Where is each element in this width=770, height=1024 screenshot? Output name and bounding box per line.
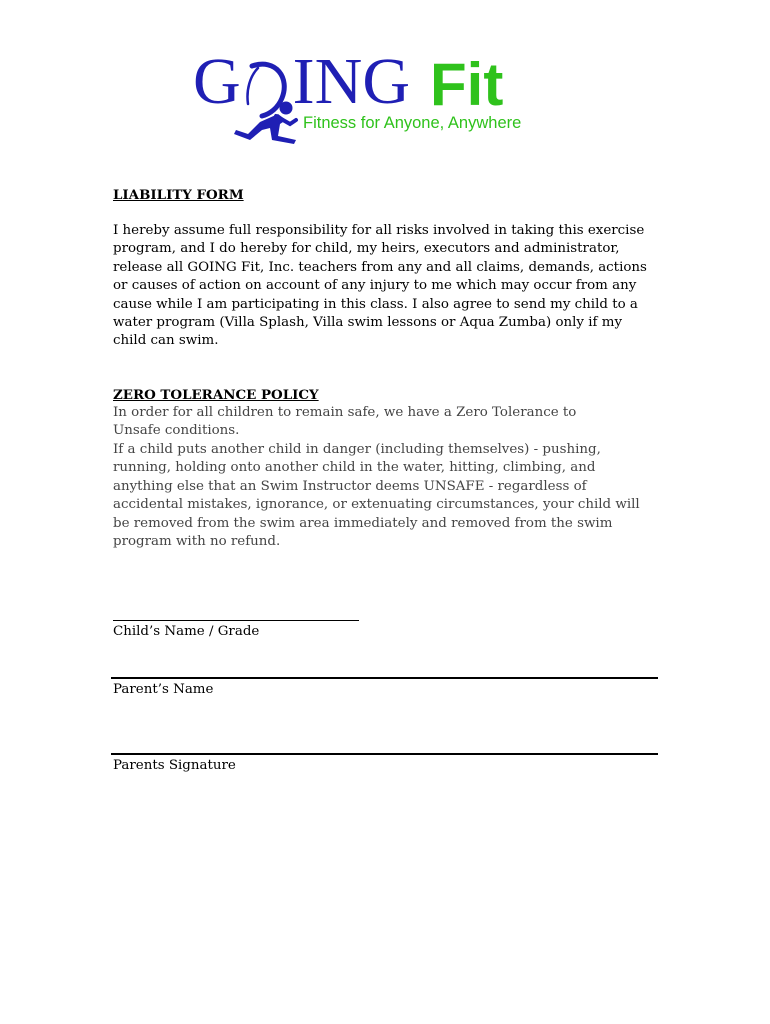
parent-signature-label: Parents Signature xyxy=(113,758,236,773)
zero-tolerance-intro: In order for all children to remain safe, we have a Zero Tolerance to Unsafe conditions. xyxy=(113,405,577,439)
logo-tagline: Fitness for Anyone, Anywhere xyxy=(303,114,522,132)
zero-tolerance-title: ZERO TOLERANCE POLICY xyxy=(113,387,319,403)
logo-going-text: G ING xyxy=(193,45,410,118)
parent-name-label: Parent’s Name xyxy=(113,682,214,697)
child-name-label: Child’s Name / Grade xyxy=(113,624,260,639)
liability-form-title: LIABILITY FORM xyxy=(113,187,244,203)
runner-logo-icon xyxy=(190,44,330,152)
zero-tolerance-body: If a child puts another child in danger (including themselves) - pushing, running, holding onto another child in the water, hitting, climbing, and anything else that an Swim Instructor deems UNSAFE - regardless of accidental mistakes, ignorance, or extenuating circumstances, your child will be removed from the swim area immediately and removed from the swim program with no refund. xyxy=(113,442,640,550)
logo-fit-text: Fit xyxy=(430,51,504,118)
parent-signature-line[interactable] xyxy=(111,753,658,755)
child-name-line[interactable] xyxy=(113,620,359,621)
parent-name-line[interactable] xyxy=(111,677,658,679)
going-fit-logo xyxy=(190,44,520,152)
liability-form-body: I hereby assume full responsibility for all risks involved in taking this exercise program, and I do hereby for child, my heirs, executors and administrator, release all GOING Fit, Inc. teachers from any and all claims, demands, actions or causes of action on account of any injury to me which may occur from any cause while I am participating in this class. I also agree to send my child to a water program (Villa Splash, Villa swim lessons or Aqua Zumba) only if my child can swim. xyxy=(113,223,647,349)
